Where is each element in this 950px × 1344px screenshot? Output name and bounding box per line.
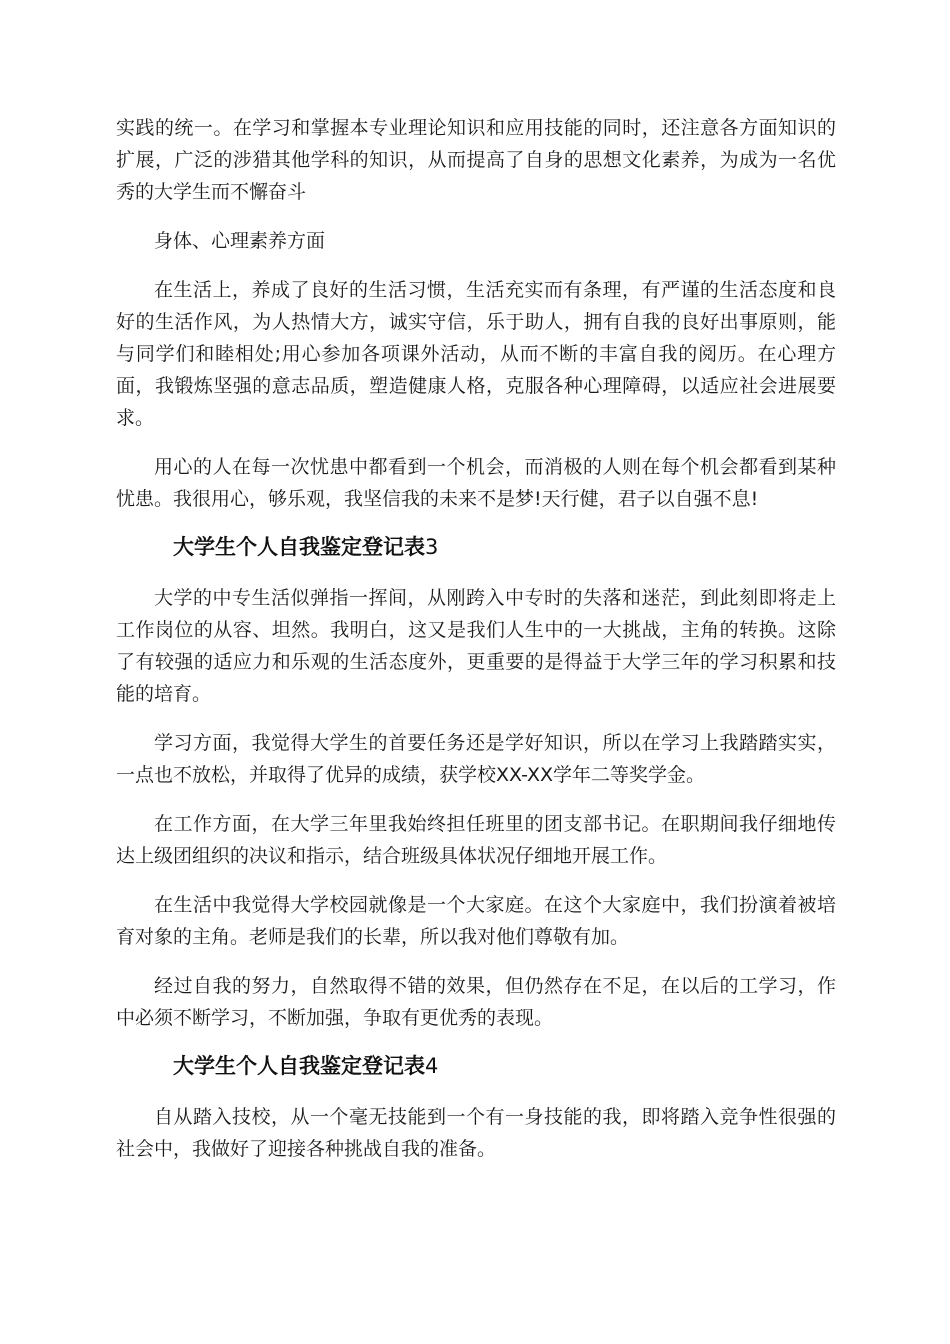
section-heading-4 bbox=[116, 1051, 836, 1081]
paragraph-technical-school: 自从踏入技校，从一个毫无技能到一个有一身技能的我，即将踏入竞争性很强的社会中，我做好了迎接各种挑战自我的准备。 bbox=[116, 1106, 836, 1160]
paragraph-campus-family: 在生活中我觉得大学校园就像是一个大家庭。在这个大家庭中，我们扮演着被培育对象的主角。老师是我们的长辈，所以我对他们尊敬有加。 bbox=[116, 894, 836, 948]
heading-3-number: 3 bbox=[425, 535, 439, 559]
section-label-physical-mental: 身体、心理素养方面 bbox=[154, 230, 326, 252]
heading-3-title: 大学生个人自我鉴定登记表 bbox=[173, 535, 425, 559]
paragraph-effort: 经过自我的努力，自然取得不错的效果，但仍然存在不足，在以后的工学习，作中必须不断学习，不断加强，争取有更优秀的表现。 bbox=[116, 975, 836, 1029]
document-page bbox=[116, 112, 836, 1182]
paragraph-learning: 学习方面，我觉得大学生的首要任务还是学好知识，所以在学习上我踏踏实实，一点也不放松，并取得了优异的成绩，获学校XX-XX学年二等奖学金。 bbox=[116, 732, 836, 786]
paragraph-college-life: 大学的中专生活似弹指一挥间，从刚跨入中专时的失落和迷茫，到此刻即将走上工作岗位的从容、坦然。我明白，这又是我们人生中的一大挑战，主角的转换。这除了有较强的适应力和乐观的生活态度外，更重要的是得益于大学三年的学习积累和技能的培育。 bbox=[116, 587, 836, 705]
paragraph-life: 在生活上，养成了良好的生活习惯，生活充实而有条理，有严谨的生活态度和良好的生活作风，为人热情大方，诚实守信，乐于助人，拥有自我的良好出事原则，能与同学们和睦相处;用心参加各项课外活动，从而不断的丰富自我的阅历。在心理方面，我锻炼坚强的意志品质，塑造健康人格，克服各种心理障碍，以适应社会进展要求。 bbox=[116, 279, 836, 429]
paragraph-study-continuation: 实践的统一。在学习和掌握本专业理论知识和应用技能的同时，还注意各方面知识的扩展，广泛的涉猎其他学科的知识，从而提高了自身的思想文化素养，为成为一名优秀的大学生而不懈奋斗 bbox=[116, 117, 836, 203]
heading-4-title: 大学生个人自我鉴定登记表 bbox=[173, 1054, 425, 1078]
paragraph-optimism: 用心的人在每一次忧患中都看到一个机会，而消极的人则在每个机会都看到某种忧患。我很用心，够乐观，我坚信我的未来不是梦!天行健，君子以自强不息! bbox=[116, 456, 836, 510]
section-heading-3 bbox=[116, 532, 836, 562]
heading-4-number: 4 bbox=[425, 1054, 439, 1078]
paragraph-work: 在工作方面，在大学三年里我始终担任班里的团支部书记。在职期间我仔细地传达上级团组织的决议和指示，结合班级具体状况仔细地开展工作。 bbox=[116, 813, 836, 867]
